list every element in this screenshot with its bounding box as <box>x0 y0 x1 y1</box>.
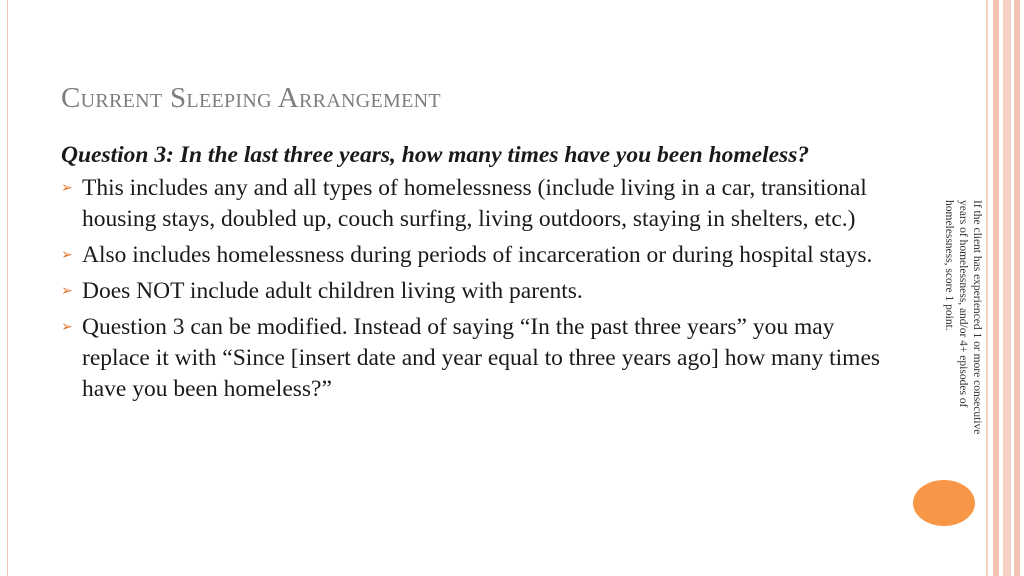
left-border-line <box>7 0 8 576</box>
arrow-bullet-icon: ➢ <box>61 180 73 196</box>
side-note-text: If the client has experienced 1 or more consecutive years of homelessness, and/or 4+ episodes of homelessness, score 1 point. <box>943 200 983 435</box>
arrow-bullet-icon: ➢ <box>61 283 73 299</box>
arrow-bullet-icon: ➢ <box>61 247 73 263</box>
slide-title: Current Sleeping Arrangement <box>61 82 441 114</box>
decorative-orange-circle <box>913 480 975 526</box>
slide-body <box>61 140 891 410</box>
bullet-text: This includes any and all types of homelessness (include living in a car, transitional housing stays, doubled up, couch surfing, living outdoors, staying in shelters, etc.) <box>82 175 867 232</box>
list-item <box>61 173 891 235</box>
bullet-list <box>61 173 891 405</box>
bullet-text: Does NOT include adult children living with parents. <box>82 278 583 304</box>
arrow-bullet-icon: ➢ <box>61 319 73 335</box>
decorative-stripes <box>984 0 1024 576</box>
bullet-text: Also includes homelessness during periods of incarceration or during hospital stays. <box>82 242 873 268</box>
bullet-text: Question 3 can be modified. Instead of saying “In the past three years” you may replace it with “Since [insert date and year equal to three years ago] how many times have you been homeless?” <box>82 314 881 402</box>
list-item <box>61 312 891 405</box>
list-item <box>61 276 891 307</box>
list-item <box>61 240 891 271</box>
question-text: Question 3: In the last three years, how many times have you been homeless? <box>61 142 810 168</box>
